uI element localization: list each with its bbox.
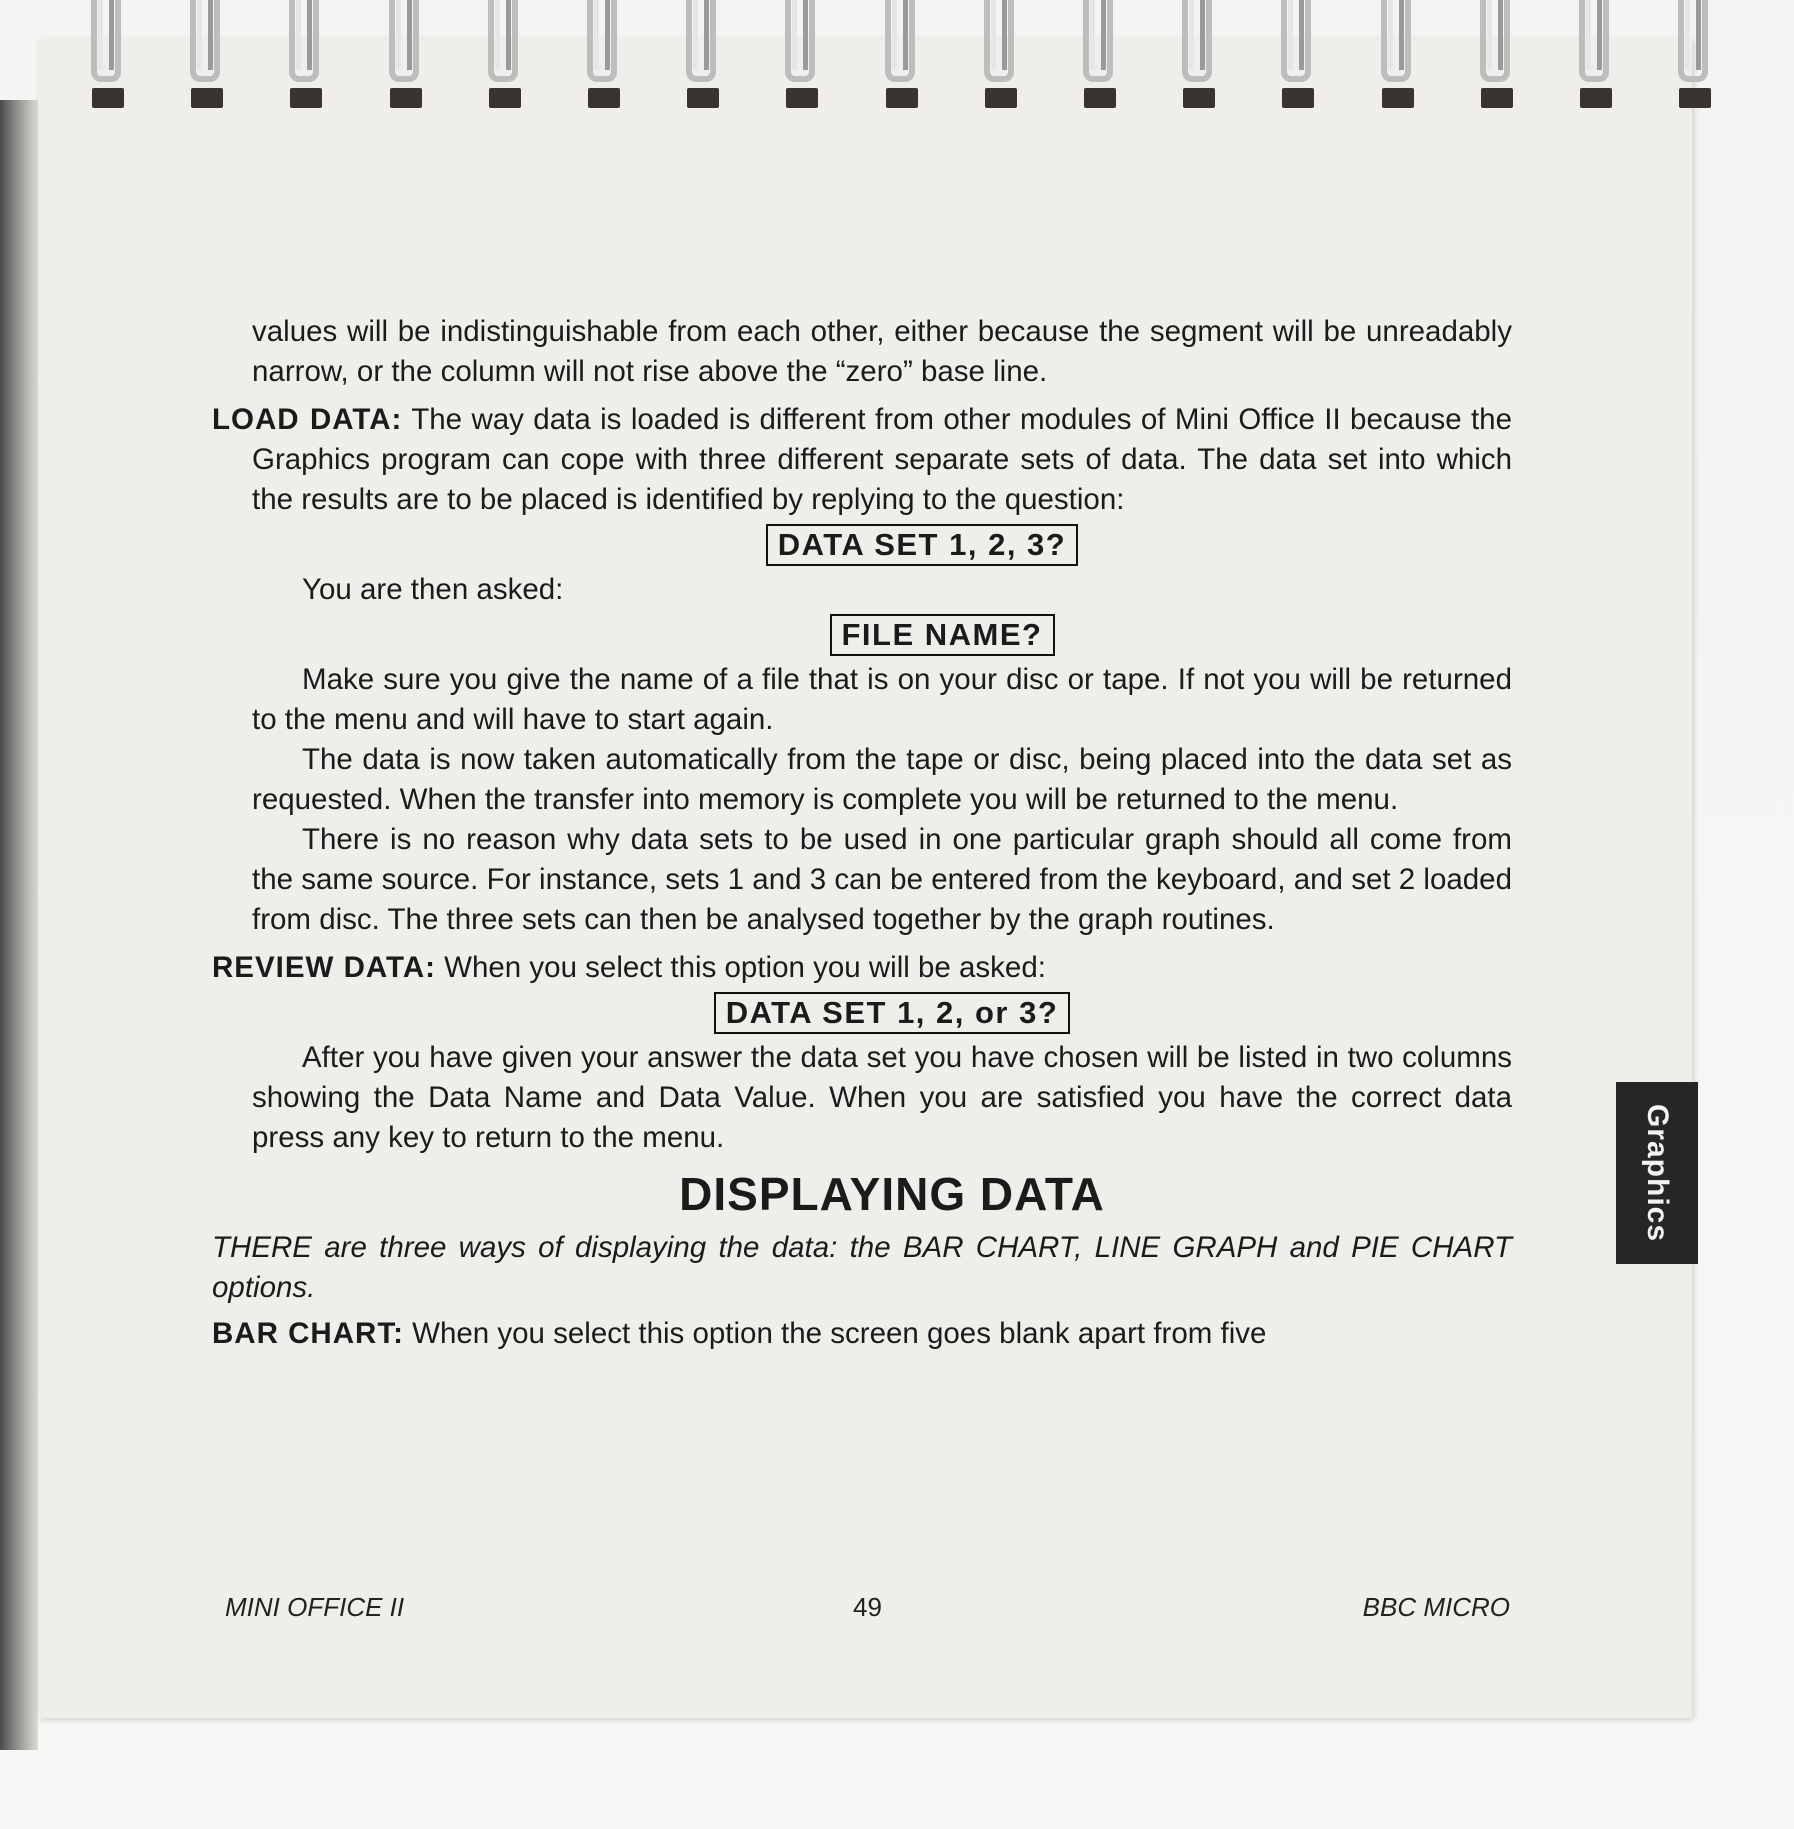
spiral-coil [1675,0,1713,100]
review-data-paragraph [212,948,1512,988]
spiral-coil [1080,0,1118,100]
spiral-coil [782,0,820,100]
page-body [212,312,1512,1354]
section-heading: DISPLAYING DATA [679,1168,1105,1220]
spiral-binding [0,0,1794,120]
spiral-coil [1477,0,1515,100]
spiral-coil [584,0,622,100]
spiral-coil [1576,0,1614,100]
data-taken-paragraph: The data is now taken automatically from the tape or disc, being placed into the data set as requested. When the transfer into memory is complete you will be returned to the menu. [252,743,1512,816]
spiral-coil [187,0,225,100]
make-sure-paragraph: Make sure you give the name of a file that is on your disc or tape. If not you will be returned to the menu and will have to start again. [252,663,1512,736]
footer-platform: BBC MICRO [1362,1592,1510,1622]
spiral-coil [386,0,424,100]
spiral-coil [981,0,1019,100]
prompt-box-dataset [332,524,1512,566]
prompt-box-dataset-or-text: DATA SET 1, 2, or 3? [714,992,1071,1034]
prompt-box-dataset-or [272,992,1512,1034]
footer-title: MINI OFFICE II [225,1592,405,1622]
section-tab-label: Graphics [1641,1103,1674,1243]
review-data-text: When you select this option you will be asked: [435,951,1046,984]
spiral-coil [683,0,721,100]
page-footer [225,1592,1510,1626]
spiral-coil [1278,0,1316,100]
prompt-box-filename [372,614,1512,656]
load-data-paragraph [212,400,1512,520]
continued-paragraph: values will be indistinguishable from each other, either because the segment will be unreadably narrow, or the column will not rise above the “zero” base line. [252,315,1512,388]
prompt-box-filename-text: FILE NAME? [830,614,1055,656]
spiral-coil [485,0,523,100]
spiral-coil [88,0,126,100]
spiral-coil [286,0,324,100]
after-answer-paragraph: After you have given your answer the data set you have chosen will be listed in two columns showing the Data Name and Data Value. When you are satisfied you have the correct data press any key to return to the menu. [252,1041,1512,1154]
prompt-box-dataset-text: DATA SET 1, 2, 3? [766,524,1078,566]
page-stack-edge [0,100,38,1750]
bar-chart-text: When you select this option the screen goes blank apart from five [403,1317,1267,1350]
bar-chart-term: BAR CHART: [212,1317,404,1350]
spiral-coil [882,0,920,100]
review-data-term: REVIEW DATA: [212,951,436,984]
spiral-coil [1179,0,1217,100]
no-reason-paragraph: There is no reason why data sets to be used in one particular graph should all come from the same source. For instance, sets 1 and 3 can be entered from the keyboard, and set 2 loaded from disc. The three sets can then be analysed together by the graph routines. [252,823,1512,936]
spiral-coil [1378,0,1416,100]
bar-chart-paragraph [212,1314,1512,1354]
ways-paragraph: THERE are three ways of displaying the data: the BAR CHART, LINE GRAPH and PIE CHART options. [212,1231,1512,1304]
load-data-term: LOAD DATA: [212,403,403,436]
load-data-text: The way data is loaded is different from other modules of Mini Office II because the Graphics program can cope with three different separate sets of data. The data set into which the results are to be placed is identified by replying to the question: [252,403,1512,516]
then-asked-line: You are then asked: [302,573,564,606]
page-number: 49 [853,1592,882,1622]
section-tab [1616,1082,1698,1264]
